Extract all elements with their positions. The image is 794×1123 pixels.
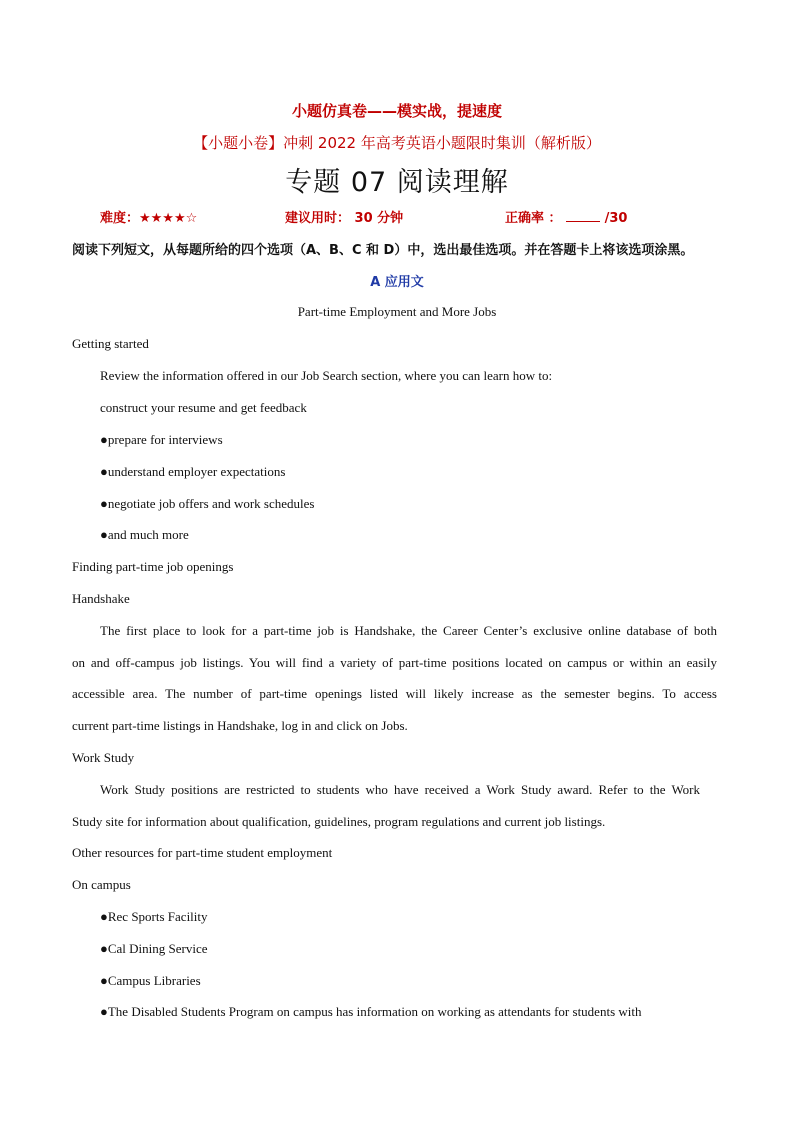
heading-handshake: Handshake (72, 591, 130, 606)
paragraph-line: Study site for information about qualification, guidelines, program regulations and current job listings. (72, 814, 606, 829)
paragraph-line: The first place to look for a part-time job is Handshake, the Career Center’s exclusive online database of both (100, 623, 717, 638)
heading-finding: Finding part-time job openings (72, 559, 234, 574)
paragraph-line: current part-time listings in Handshake, log in and click on Jobs. (72, 718, 408, 733)
heading-on-campus: On campus (72, 877, 131, 892)
list-item: ●understand employer expectations (100, 464, 286, 479)
subtitle (0, 132, 794, 153)
page-title: 专题 07 阅读理解 (285, 167, 509, 198)
difficulty: 难度：★★★★☆ (100, 211, 198, 226)
list-item: ●Campus Libraries (100, 973, 201, 988)
accuracy-total: /30 (604, 211, 628, 226)
accuracy (505, 207, 627, 226)
subtitle-text: 冲刺 2022 年高考英语小题限时集训（解析版） (283, 134, 601, 152)
list-item: ●Cal Dining Service (100, 941, 208, 956)
article-title: Part-time Employment and More Jobs (297, 304, 497, 319)
list-item: construct your resume and get feedback (100, 400, 307, 415)
suggested-time: 建议用时： 30 分钟 (285, 211, 404, 226)
list-item: ●and much more (100, 527, 189, 542)
heading-getting-started: Getting started (72, 336, 149, 351)
slogan: 小题仿真卷——模实战，提速度 (291, 102, 502, 120)
heading-other-resources: Other resources for part-time student employment (72, 845, 333, 860)
list-item: ●The Disabled Students Program on campus has information on working as attendants for students with (100, 1004, 642, 1019)
paragraph-review: Review the information offered in our Job Search section, where you can learn how to: (100, 368, 553, 383)
section-label: A 应用文 (370, 275, 424, 290)
list-item: ●Rec Sports Facility (100, 909, 208, 924)
heading-work-study: Work Study (72, 750, 135, 765)
paragraph-line: accessible area. The number of part-time openings listed will likely increase as the semester begins. To access (72, 686, 717, 701)
accuracy-blank (566, 209, 600, 222)
list-item: ●negotiate job offers and work schedules (100, 496, 315, 511)
accuracy-label: 正确率 ： (505, 211, 562, 226)
subtitle-tag: 【小题小卷】 (193, 134, 284, 152)
paragraph-line: Work Study positions are restricted to students who have received a Work Study award. Refer to the Work (100, 782, 700, 797)
list-item: ●prepare for interviews (100, 432, 223, 447)
instruction: 阅读下列短文，从每题所给的四个选项（A、B、C 和 D）中，选出最佳选项。并在答题卡上将该选项涂黑。 (72, 243, 694, 258)
paragraph-line: on and off-campus job listings. You will find a variety of part-time positions located on campus or within an easily (72, 655, 717, 670)
